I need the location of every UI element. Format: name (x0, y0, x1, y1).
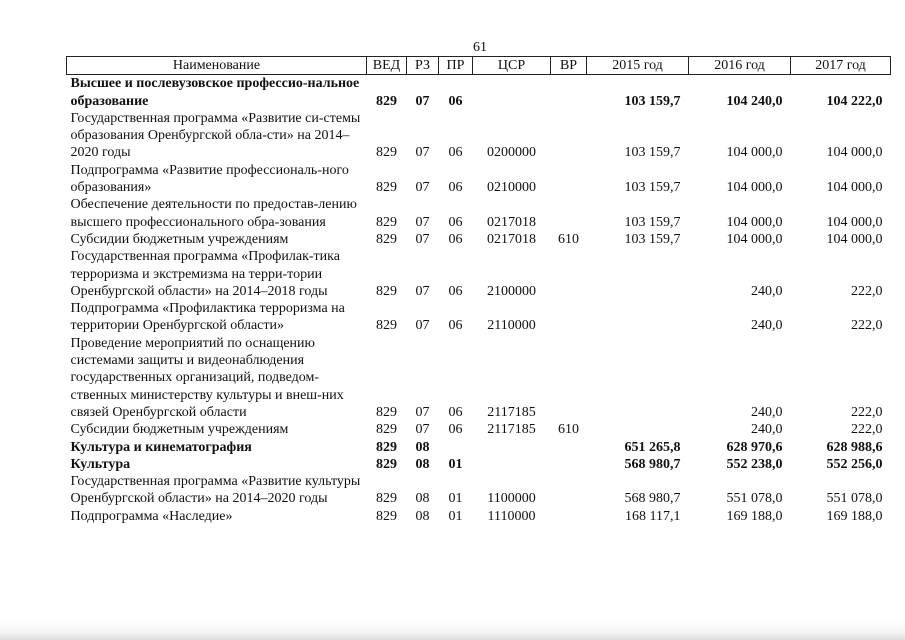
cell-name: Подпрограмма «Профилактика терроризма на территории Оренбургской области» (70, 301, 345, 334)
cell-2017: 628 988,6 (826, 439, 883, 455)
cell-csr: 0200000 (487, 145, 536, 161)
cell-rz: 07 (415, 283, 430, 299)
cell-2015 (587, 248, 689, 300)
table-row (67, 335, 891, 421)
cell-2017: 104 000,0 (826, 180, 883, 196)
cell-2015 (587, 300, 689, 335)
col-header-csr: ЦСР (473, 57, 551, 75)
scan-bottom-edge (0, 622, 905, 640)
cell-csr: 0210000 (487, 180, 536, 196)
cell-pr: 06 (448, 231, 463, 247)
cell-2016: 240,0 (751, 404, 783, 420)
cell-csr: 0217018 (487, 231, 536, 247)
cell-rz: 07 (415, 318, 430, 334)
col-header-rz: РЗ (407, 57, 439, 75)
cell-2015: 103 159,7 (624, 145, 681, 161)
cell-vr (551, 75, 587, 110)
cell-2016: 104 000,0 (726, 214, 783, 230)
cell-pr: 01 (448, 508, 463, 524)
cell-ved: 829 (376, 214, 397, 230)
table-row (67, 162, 891, 197)
cell-2017: 104 000,0 (826, 231, 883, 247)
cell-2017: 104 000,0 (826, 145, 883, 161)
col-header-2016: 2016 год (689, 57, 791, 75)
col-header-ved: ВЕД (367, 57, 407, 75)
cell-vr (551, 439, 587, 456)
cell-pr (439, 439, 473, 456)
table-row (67, 421, 891, 438)
cell-2016: 169 188,0 (726, 508, 783, 524)
table-row (67, 300, 891, 335)
cell-name: Государственная программа «Развитие культуры Оренбургской области» на 2014–2020 годы (70, 474, 361, 507)
cell-2016: 104 240,0 (726, 93, 783, 109)
cell-2015 (587, 421, 689, 438)
cell-rz: 08 (415, 456, 430, 472)
cell-csr (473, 75, 551, 110)
cell-pr: 01 (448, 491, 463, 507)
cell-ved: 829 (376, 508, 397, 524)
cell-2016: 551 078,0 (726, 491, 783, 507)
cell-csr: 1110000 (487, 508, 536, 524)
cell-csr (473, 439, 551, 456)
cell-2016: 628 970,6 (726, 439, 783, 455)
cell-ved: 829 (376, 231, 397, 247)
cell-pr: 06 (448, 422, 463, 438)
cell-2017: 222,0 (851, 318, 883, 334)
cell-2015: 103 159,7 (624, 214, 681, 230)
cell-pr: 06 (448, 404, 463, 420)
table-body (67, 75, 891, 525)
cell-2017: 169 188,0 (826, 508, 883, 524)
cell-rz: 07 (415, 422, 430, 438)
cell-rz: 07 (415, 180, 430, 196)
cell-2016: 240,0 (751, 318, 783, 334)
cell-name: Высшее и послевузовское профессио-нальное образование (70, 76, 360, 109)
cell-name: Обеспечение деятельности по предостав-лению высшего профессионального обра-зования (70, 197, 357, 230)
cell-pr: 06 (448, 180, 463, 196)
cell-2016: 552 238,0 (726, 456, 783, 472)
cell-pr: 06 (448, 93, 463, 109)
cell-2017: 222,0 (851, 422, 883, 438)
cell-2015 (587, 335, 689, 421)
table-row (67, 196, 891, 231)
cell-2016: 240,0 (751, 422, 783, 438)
cell-name: Проведение мероприятий по оснащению системами защиты и видеонаблюдения государственных организаций, подведом-ственных министерству культуры и внеш-них связей Оренбургской области (70, 335, 344, 420)
cell-vr: 610 (558, 231, 579, 247)
cell-rz: 08 (415, 508, 430, 524)
cell-vr (551, 162, 587, 197)
cell-rz: 08 (415, 439, 430, 455)
table-row (67, 110, 891, 162)
cell-pr: 06 (448, 145, 463, 161)
cell-rz: 07 (415, 404, 430, 420)
cell-2017: 104 000,0 (826, 214, 883, 230)
cell-ved: 829 (376, 180, 397, 196)
cell-pr: 01 (448, 456, 463, 472)
col-header-pr: ПР (439, 57, 473, 75)
cell-name: Культура и кинематография (70, 439, 252, 455)
cell-2017: 222,0 (851, 404, 883, 420)
cell-ved: 829 (376, 456, 397, 472)
cell-2017: 104 222,0 (826, 93, 883, 109)
cell-ved: 829 (376, 439, 397, 455)
cell-name: Субсидии бюджетным учреждениям (70, 422, 289, 438)
cell-2015: 103 159,7 (624, 93, 681, 109)
cell-2015: 568 980,7 (624, 491, 681, 507)
cell-2015: 168 117,1 (625, 508, 681, 524)
cell-rz: 07 (415, 231, 430, 247)
table-row (67, 231, 891, 248)
cell-ved: 829 (376, 404, 397, 420)
cell-pr: 06 (448, 283, 463, 299)
cell-csr: 2117185 (487, 422, 536, 438)
cell-2015: 568 980,7 (624, 456, 681, 472)
budget-table (66, 56, 891, 525)
table-row (67, 508, 891, 525)
table-row (67, 456, 891, 473)
cell-vr (551, 473, 587, 508)
page-number: 61 (473, 40, 487, 55)
cell-2017: 552 256,0 (826, 456, 883, 472)
cell-ved: 829 (376, 283, 397, 299)
cell-vr (551, 248, 587, 300)
cell-2016: 104 000,0 (726, 231, 783, 247)
cell-vr (551, 508, 587, 525)
cell-csr: 0217018 (487, 214, 536, 230)
cell-vr (551, 335, 587, 421)
col-header-name: Наименование (67, 57, 367, 75)
cell-ved: 829 (376, 93, 397, 109)
cell-ved: 829 (376, 318, 397, 334)
table-row (67, 439, 891, 456)
cell-pr: 06 (448, 214, 463, 230)
cell-pr: 06 (448, 318, 463, 334)
cell-2017: 551 078,0 (826, 491, 883, 507)
cell-2015: 103 159,7 (624, 231, 681, 247)
col-header-2017: 2017 год (791, 57, 891, 75)
cell-name: Субсидии бюджетным учреждениям (70, 231, 289, 247)
cell-rz: 07 (415, 93, 430, 109)
col-header-2015: 2015 год (587, 57, 689, 75)
cell-name: Подпрограмма «Наследие» (70, 508, 233, 524)
cell-csr: 2117185 (487, 404, 536, 420)
cell-2016: 104 000,0 (726, 180, 783, 196)
cell-ved: 829 (376, 422, 397, 438)
cell-2017: 222,0 (851, 283, 883, 299)
cell-name: Подпрограмма «Развитие профессиональ-ного образования» (70, 162, 349, 196)
cell-ved: 829 (376, 491, 397, 507)
table-row (67, 248, 891, 300)
cell-vr (551, 300, 587, 335)
cell-csr (473, 456, 551, 473)
cell-name: Государственная программа «Развитие си-стемы образования Оренбургской обла-сти» на 2014–2020 годы (70, 110, 361, 161)
cell-ved: 829 (376, 145, 397, 161)
cell-2016: 104 000,0 (726, 145, 783, 161)
cell-vr (551, 456, 587, 473)
table-row (67, 473, 891, 508)
cell-name: Государственная программа «Профилак-тика терроризма и экстремизма на терри-тории Оренбургской области» на 2014–2018 годы (70, 249, 340, 299)
cell-rz: 08 (415, 491, 430, 507)
cell-csr: 1100000 (487, 491, 536, 507)
cell-vr (551, 110, 587, 162)
cell-rz: 07 (415, 145, 430, 161)
cell-2015: 103 159,7 (624, 180, 681, 196)
table-row (67, 75, 891, 110)
cell-vr (551, 196, 587, 231)
cell-name: Культура (70, 456, 131, 472)
col-header-vr: ВР (551, 57, 587, 75)
cell-csr: 2110000 (487, 318, 536, 334)
cell-2015: 651 265,8 (624, 439, 681, 455)
cell-vr: 610 (558, 422, 579, 438)
cell-rz: 07 (415, 214, 430, 230)
cell-2016: 240,0 (751, 283, 783, 299)
cell-csr: 2100000 (487, 283, 536, 299)
table-header-row (67, 57, 891, 75)
